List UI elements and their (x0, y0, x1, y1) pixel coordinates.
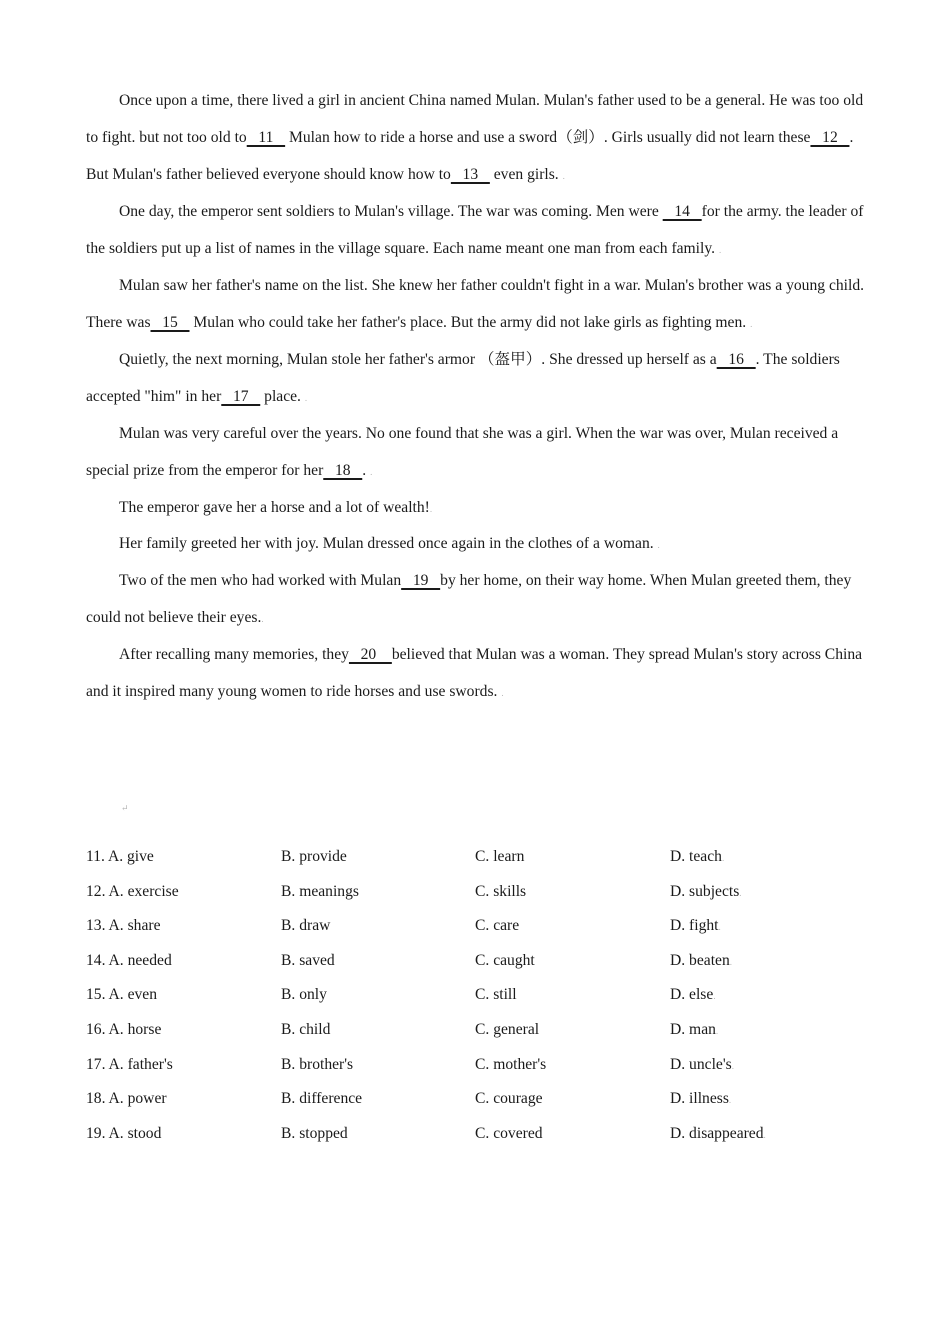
paragraph-mark: . (501, 688, 504, 699)
paragraph-text: Two of the men who had worked with Mulan (119, 572, 402, 590)
option-b: B. provide (281, 848, 347, 865)
paragraph-text: . But Mulan's father believed everyone should know how to (86, 129, 854, 184)
option-b: B. only (281, 986, 327, 1004)
option-c: C. learn (475, 848, 525, 865)
option-b: B. child (281, 1020, 331, 1038)
paragraph-text: The emperor gave her a horse and a lot of wealth! (119, 498, 430, 516)
option-d (670, 1117, 766, 1153)
blank-11: 11 (246, 129, 286, 147)
option-b: B. meanings (281, 882, 359, 900)
paragraph-mark: . (657, 540, 660, 551)
answer-options (86, 840, 866, 1151)
option-d (670, 1048, 734, 1084)
option-b: B. brother's (281, 1055, 354, 1073)
paragraph-mark: . (718, 922, 721, 933)
paragraph-mark: ↵ (121, 803, 129, 813)
paragraph-text: Mulan saw her father's name on the list. She knew her father couldn't fight in a war. Mulan's brother was a young child. There was (86, 277, 865, 332)
option-a: 11. A. give (86, 848, 154, 865)
paragraph-mark: . (718, 245, 722, 256)
option-a: 17. A. father's (86, 1055, 173, 1073)
option-c: C. still (475, 986, 517, 1004)
paragraph-9 (86, 636, 868, 712)
blank-17: 17 (221, 388, 261, 406)
paragraph-6 (86, 489, 868, 528)
paragraph-mark: . (429, 503, 433, 514)
option-d-text: D. man (670, 1020, 716, 1038)
paragraph-text: Mulan how to ride a horse and use a sword（剑）. Girls usually did not learn these (285, 129, 811, 147)
paragraph-text: . The soldiers accepted "him" in her (86, 350, 840, 406)
option-c: C. skills (475, 882, 527, 900)
option-d-text: D. teach (670, 848, 722, 865)
paragraph-mark: . (715, 1025, 719, 1036)
option-c: C. care (475, 917, 520, 935)
paragraph-text: Her family greeted her with joy. Mulan dressed once again in the clothes of a woman. (119, 535, 654, 553)
paragraph-mark: . (750, 319, 753, 330)
option-d-text: D. else (670, 986, 714, 1004)
option-d (670, 1082, 731, 1118)
blank-19: 19 (401, 572, 441, 590)
paragraph-text: even girls. (489, 166, 559, 184)
paragraph-2 (86, 193, 868, 269)
paragraph-text: for the army. the leader of the soldiers put up a list of names in the village square. Each name meant one man from each family. (86, 203, 864, 258)
paragraph-mark: . (728, 1095, 732, 1106)
option-c: C. covered (475, 1124, 543, 1142)
option-c: C. caught (475, 951, 535, 969)
paragraph-8 (86, 562, 868, 638)
option-a: 19. A. stood (86, 1124, 162, 1142)
paragraph-3 (86, 267, 868, 343)
paragraph-mark: . (370, 467, 373, 478)
option-row (86, 909, 866, 944)
option-d (670, 875, 742, 911)
paragraph-text: by her home, on their way home. When Mulan greeted them, they could not believe their eyes. (86, 572, 852, 627)
option-c: C. mother's (475, 1055, 547, 1073)
option-d (670, 909, 721, 945)
option-row (86, 1048, 866, 1083)
option-a: 13. A. share (86, 917, 161, 935)
option-row (86, 1117, 866, 1152)
option-c: C. courage (475, 1090, 543, 1108)
option-c: C. general (475, 1020, 540, 1038)
option-a: 15. A. even (86, 986, 158, 1004)
blank-13: 13 (450, 166, 490, 184)
option-b: B. saved (281, 951, 335, 969)
paragraph-text: Mulan was very careful over the years. No one found that she was a girl. When the war was over, Mulan received a special prize from the emperor for her (86, 424, 839, 480)
paragraph-5 (86, 415, 868, 491)
option-a: 16. A. horse (86, 1020, 162, 1038)
option-row (86, 978, 866, 1013)
paragraph-text: Quietly, the next morning, Mulan stole her father's armor （盔甲）. She dressed up herself as a (119, 350, 717, 368)
option-b: B. difference (281, 1090, 363, 1108)
option-row (86, 1013, 866, 1048)
blank-18: 18 (323, 462, 363, 480)
option-d (670, 944, 732, 980)
option-a: 12. A. exercise (86, 882, 179, 900)
option-row (86, 944, 866, 979)
blank-14: 14 (662, 203, 702, 221)
passage (86, 82, 868, 710)
option-d-text: D. subjects (670, 882, 740, 900)
option-d (670, 978, 716, 1014)
option-row (86, 875, 866, 910)
paragraph-text: believed that Mulan was a woman. They spread Mulan's story across China and it inspired many young women to ride horses and use swords. (86, 646, 863, 701)
paragraph-mark: . (739, 887, 742, 898)
option-a: 18. A. power (86, 1090, 167, 1108)
option-d (670, 1013, 718, 1049)
paragraph-mark: . (713, 991, 716, 1002)
option-b: B. draw (281, 917, 331, 935)
paragraph-mark: . (304, 393, 308, 404)
paragraph-text: Once upon a time, there lived a girl in ancient China named Mulan. Mulan's father used to be a general. He was too old to fight. but not too old to (86, 92, 864, 147)
paragraph-4 (86, 341, 868, 417)
paragraph-mark: . (721, 853, 725, 863)
option-d-text: D. illness (670, 1090, 729, 1108)
paragraph-text: Mulan who could take her father's place. But the army did not lake girls as fighting men. (189, 314, 747, 332)
paragraph-text: After recalling many memories, they (119, 646, 349, 664)
blank-20: 20 (348, 646, 392, 664)
option-d (670, 840, 724, 876)
blank-16: 16 (716, 350, 756, 368)
option-d-text: D. uncle's (670, 1055, 732, 1073)
blank-12: 12 (810, 129, 850, 147)
option-d-text: D. fight (670, 917, 719, 935)
paragraph-text: place. (260, 388, 301, 406)
option-row (86, 840, 866, 875)
option-d-text: D. disappeared (670, 1124, 764, 1142)
paragraph-7 (86, 525, 868, 564)
paragraph-mark: . (729, 956, 732, 967)
paragraph-mark: . (731, 1060, 734, 1071)
paragraph-1 (86, 82, 868, 196)
paragraph-mark: . (261, 614, 264, 625)
paragraph-text: One day, the emperor sent soldiers to Mulan's village. The war was coming. Men were (119, 203, 663, 221)
paragraph-text: . (362, 462, 367, 480)
paragraph-mark: . (763, 1129, 766, 1140)
option-b: B. stopped (281, 1124, 348, 1142)
option-row (86, 1082, 866, 1117)
blank-15: 15 (150, 314, 190, 332)
option-a: 14. A. needed (86, 951, 172, 969)
paragraph-mark: . (562, 171, 565, 182)
option-d-text: D. beaten (670, 951, 730, 969)
